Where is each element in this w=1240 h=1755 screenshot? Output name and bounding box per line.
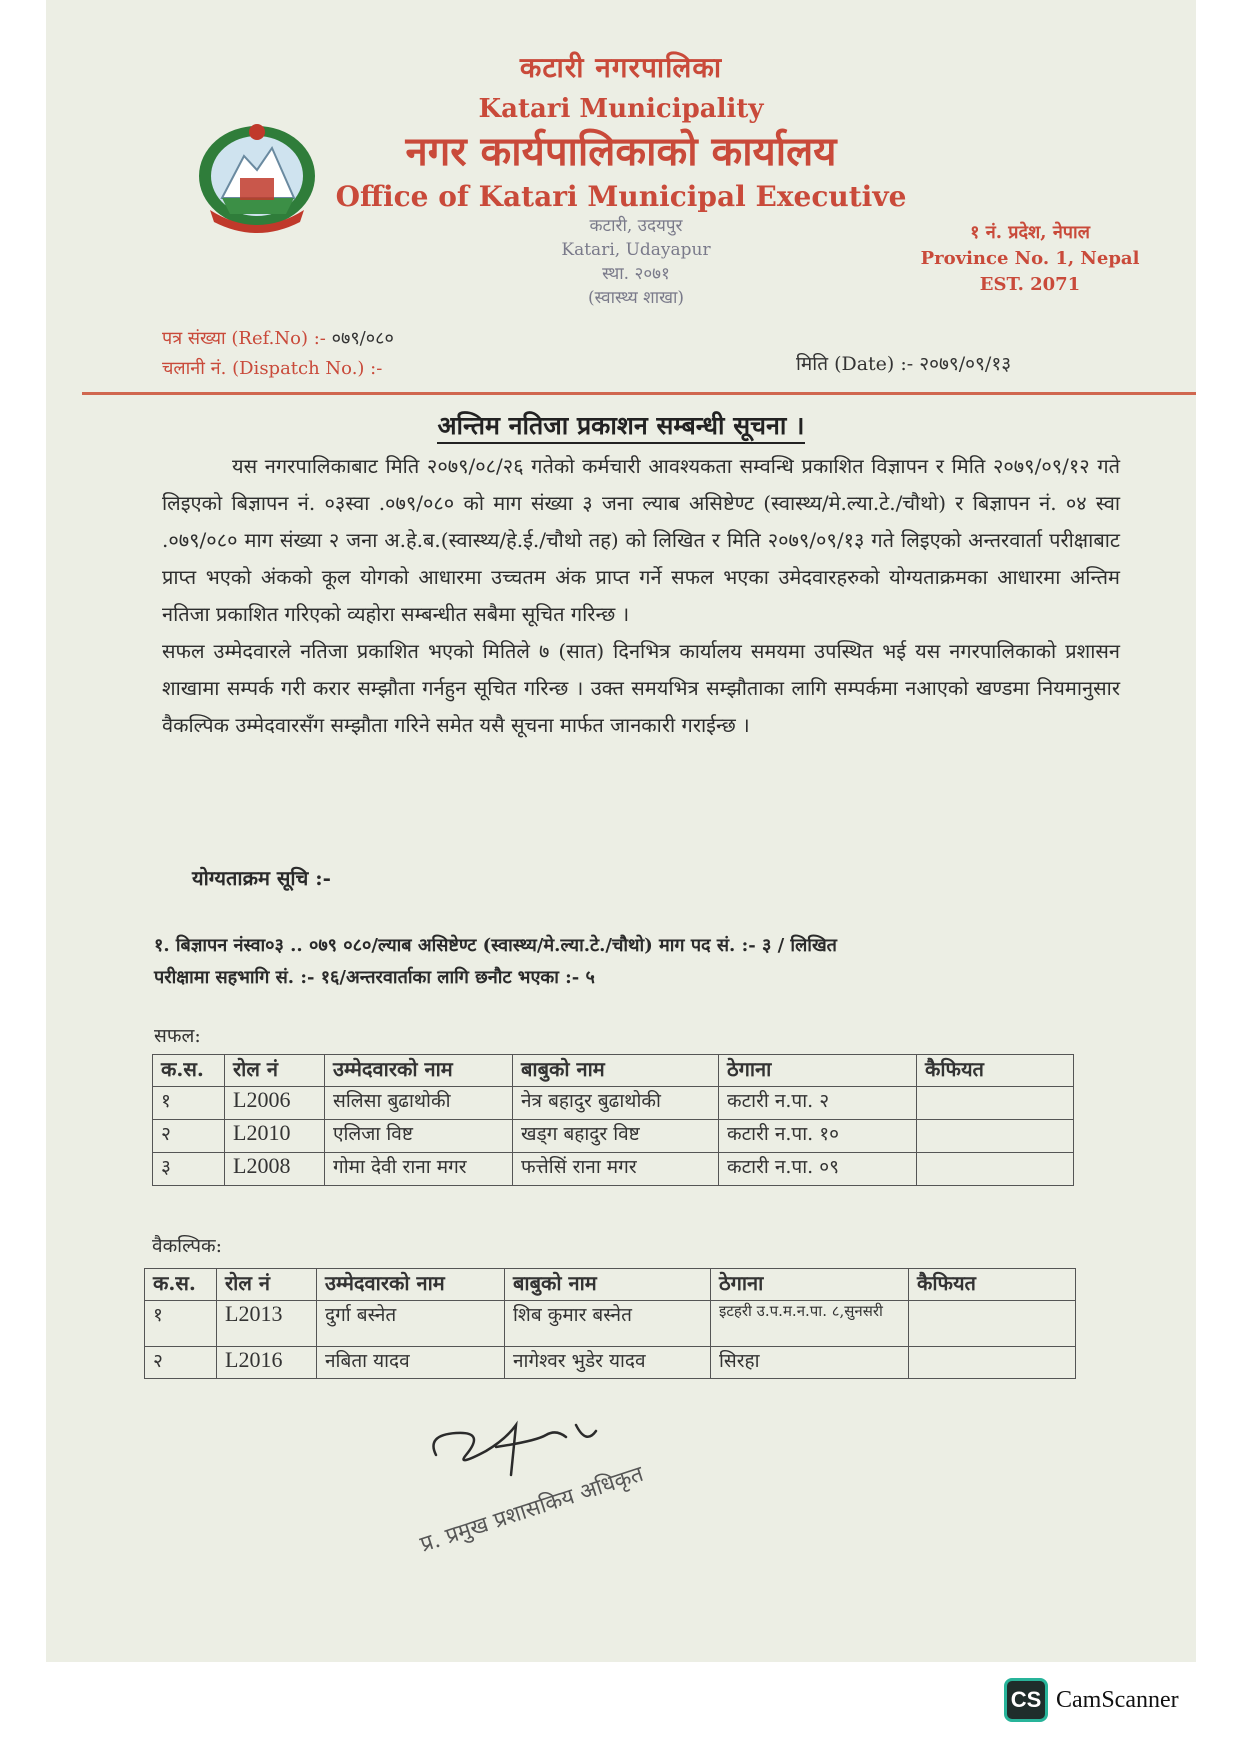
municipality-name-en: Katari Municipality <box>478 94 764 124</box>
advert-line: १. बिज्ञापन नंस्वा०३ .. ०७९ ०८०/ल्याब असिष्टेण्ट (स्वास्थ्य/मे.ल्या.टे./चौथो) माग पद सं. :- ३ / लिखित <box>154 935 837 956</box>
cell-father: नेत्र बहादुर बुढाथोकी <box>513 1087 719 1120</box>
camscanner-watermark <box>1004 1678 1179 1722</box>
cell-remarks <box>917 1153 1074 1186</box>
cell-roll: L2008 <box>225 1153 325 1186</box>
date-label: मिति (Date) :- <box>796 353 914 375</box>
notice-subject: अन्तिम नतिजा प्रकाशन सम्बन्धी सूचना । <box>46 408 1196 442</box>
table-row <box>145 1347 1076 1379</box>
successful-table <box>152 1054 1074 1186</box>
column-header: उम्मेदवारको नाम <box>325 1055 513 1087</box>
advertisement-info <box>154 930 1120 994</box>
cell-roll: L2016 <box>217 1347 317 1379</box>
table-header-row <box>153 1055 1074 1087</box>
cell-sn: १ <box>145 1301 217 1347</box>
column-header: रोल नं <box>225 1055 325 1087</box>
column-header: ठेगाना <box>719 1055 917 1087</box>
established: EST. 2071 <box>979 274 1081 295</box>
date-line <box>796 350 1011 376</box>
dispatch-label: चलानी नं. (Dispatch No.) :- <box>162 358 383 379</box>
alternate-table <box>144 1268 1076 1379</box>
cell-father: नागेश्वर भुडेर यादव <box>505 1347 711 1379</box>
date-value: २०७९/०९/१३ <box>919 353 1012 375</box>
reference-block <box>162 324 394 384</box>
cell-address: इटहरी उ.प.म.न.पा. ८,सुनसरी <box>711 1301 909 1347</box>
cell-address: सिरहा <box>711 1347 909 1379</box>
cell-roll: L2013 <box>217 1301 317 1347</box>
column-header: कैफियत <box>917 1055 1074 1087</box>
stamp-line: स्था. २०७१ <box>602 264 670 284</box>
table-row <box>153 1087 1074 1120</box>
cell-name: एलिजा विष्ट <box>325 1120 513 1153</box>
province-block <box>920 220 1140 298</box>
table-row <box>145 1301 1076 1347</box>
cell-sn: २ <box>153 1120 225 1153</box>
table-header-row <box>145 1269 1076 1301</box>
ref-label: पत्र संख्या (Ref.No) :- <box>162 328 326 349</box>
alternate-label: वैकल्पिक: <box>152 1235 223 1257</box>
paragraph: यस नगरपालिकाबाट मिति २०७९/०८/२६ गतेको कर्मचारी आवश्यकता सम्वन्धि प्रकाशित विज्ञापन र मिति २०७९/०९/१२ गते लिइएको बिज्ञापन नं. ०३स्वा .०७९/०८० को माग संख्या ३ जना ल्याब असिष्टेण्ट (स्वास्थ्य/मे.ल्या.टे./चौथो) र बिज्ञापन नं. ०४ स्वा .०७९/०८० माग संख्या २ जना अ.हे.ब.(स्वास्थ्य/हे.ई./चौथो तह) को लिखित र मिति २०७९/०९/१३ गते लिइएको अन्तरवार्ता परीक्षाबाट प्राप्त भएको अंकको कूल योगको आधारमा उच्चतम अंक प्राप्त गर्ने सफल भएका उमेदवारहरुको योग्यताक्रमका आधारमा अन्तिम नतिजा प्रकाशित गरिएको व्यहोरा सम्बन्धीत सबैमा सूचित गरिन्छ । <box>162 454 1120 626</box>
column-header: क.स. <box>145 1269 217 1301</box>
header-divider <box>82 392 1196 395</box>
camscanner-label: CamScanner <box>1056 1686 1179 1713</box>
province-en: Province No. 1, Nepal <box>920 248 1140 269</box>
office-name-en: Office of Katari Municipal Executive <box>335 180 907 213</box>
cell-name: दुर्गा बस्नेत <box>317 1301 505 1347</box>
column-header: बाबुको नाम <box>505 1269 711 1301</box>
cell-roll: L2010 <box>225 1120 325 1153</box>
advert-line: परीक्षामा सहभागि सं. :- १६/अन्तरवार्ताका लागि छनौट भएका :- ५ <box>154 967 595 988</box>
stamp-line: कटारी, उदयपुर <box>589 216 683 236</box>
cell-remarks <box>917 1120 1074 1153</box>
ref-value: ०७९/०८० <box>331 328 394 349</box>
cell-name: सलिसा बुढाथोकी <box>325 1087 513 1120</box>
paragraph: सफल उम्मेदवारले नतिजा प्रकाशित भएको मितिले ७ (सात) दिनभित्र कार्यालय समयमा उपस्थित भई यस नगरपालिकाको प्रशासन शाखामा सम्पर्क गरी करार सम्झौता गर्नहुन सूचित गरिन्छ । उक्त समयभित्र सम्झौताका लागि सम्पर्कमा नआएको खण्डमा नियमानुसार वैकल्पिक उम्मेदवारसँग सम्झौता गरिने समेत यसै सूचना मार्फत जानकारी गराईन्छ । <box>162 639 1120 737</box>
cell-sn: ३ <box>153 1153 225 1186</box>
cell-remarks <box>909 1347 1076 1379</box>
merit-list-label: योग्यताक्रम सूचि :- <box>192 866 331 890</box>
column-header: रोल नं <box>217 1269 317 1301</box>
cell-father: फत्तेसिं राना मगर <box>513 1153 719 1186</box>
document-page <box>46 0 1196 1662</box>
cell-address: कटारी न.पा. ०९ <box>719 1153 917 1186</box>
cell-address: कटारी न.पा. २ <box>719 1087 917 1120</box>
cell-father: शिब कुमार बस्नेत <box>505 1301 711 1347</box>
cell-roll: L2006 <box>225 1087 325 1120</box>
cell-remarks <box>909 1301 1076 1347</box>
stamp-line: (स्वास्थ्य शाखा) <box>587 288 685 308</box>
table-row <box>153 1120 1074 1153</box>
successful-label: सफल: <box>154 1025 201 1047</box>
cell-address: कटारी न.पा. १० <box>719 1120 917 1153</box>
cell-remarks <box>917 1087 1074 1120</box>
municipality-name-np: कटारी नगरपालिका <box>519 51 723 84</box>
column-header: क.स. <box>153 1055 225 1087</box>
column-header: कैफियत <box>909 1269 1076 1301</box>
cell-name: नबिता यादव <box>317 1347 505 1379</box>
signatory-title: प्र. प्रमुख प्रशासकिय अधिकृत <box>417 1461 647 1558</box>
column-header: ठेगाना <box>711 1269 909 1301</box>
office-stamp <box>506 214 766 310</box>
stamp-line: Katari, Udayapur <box>561 240 711 260</box>
column-header: बाबुको नाम <box>513 1055 719 1087</box>
cell-name: गोमा देवी राना मगर <box>325 1153 513 1186</box>
province-np: १ नं. प्रदेश, नेपाल <box>970 222 1090 243</box>
cell-sn: १ <box>153 1087 225 1120</box>
office-name-np: नगर कार्यपालिकाको कार्यालय <box>405 128 837 175</box>
table-row <box>153 1153 1074 1186</box>
column-header: उम्मेदवारको नाम <box>317 1269 505 1301</box>
camscanner-logo-icon: CS <box>1004 1678 1048 1722</box>
cell-sn: २ <box>145 1347 217 1379</box>
notice-body <box>162 448 1120 744</box>
cell-father: खड्ग बहादुर विष्ट <box>513 1120 719 1153</box>
